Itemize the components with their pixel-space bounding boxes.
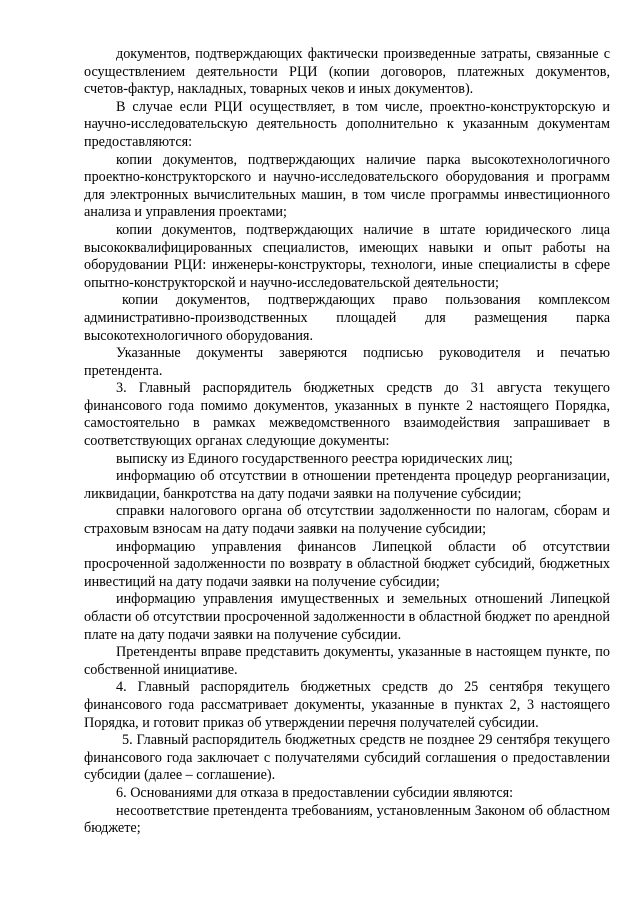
paragraph: выписку из Единого государственного реестра юридических лиц; (116, 450, 513, 467)
paragraph: копии документов, подтверждающих наличие парка высокотехнологичного проектно-конструкторского и научно-исследовательского оборудования и программ для электронных вычислительных машин, в том числе программы инвестиционного анализа и управления проектами; (84, 151, 610, 221)
paragraph: несоответствие претендента требованиям, установленным Законом об областном бюджете; (84, 802, 610, 837)
paragraph: 6. Основаниями для отказа в предоставлении субсидии являются: (116, 784, 514, 801)
paragraph: документов, подтверждающих фактически произведенные затраты, связанные с осуществлением деятельности РЦИ (копии договоров, платежных документов, счетов-фактур, накладных, товарных чеков и иных документов). (84, 46, 610, 98)
paragraph: информацию управления имущественных и земельных отношений Липецкой области об отсутствии просроченной задолженности в областной бюджет по арендной плате на дату подачи заявки на получение субсидии. (84, 591, 610, 643)
document-page (84, 46, 610, 838)
paragraph: В случае если РЦИ осуществляет, в том числе, проектно-конструкторскую и научно-исследовательскую деятельность дополнительно к указанным документам предоставляются: (84, 98, 610, 150)
paragraph: информацию об отсутствии в отношении претендента процедур реорганизации, ликвидации, банкротства на дату подачи заявки на получение субсидии; (84, 468, 610, 502)
paragraph: 4. Главный распорядитель бюджетных средств до 25 сентября текущего финансового года рассматривает документы, указанные в пунктах 2, 3 настоящего Порядка, и готовит приказ об утверждении перечня получателей субсидии. (84, 679, 610, 731)
paragraph: копии документов, подтверждающих право пользования комплексом административно-производственных площадей для размещения парка высокотехнологичного оборудования. (84, 292, 610, 344)
paragraph: копии документов, подтверждающих наличие в штате юридического лица высококвалифицированных специалистов, имеющих навыки и опыт работы на оборудовании РЦИ: инженеры-конструкторы, технологи, иные специалисты в сфере опытно-конструкторской и научно-исследовательской деятельности; (84, 221, 610, 291)
paragraph: Указанные документы заверяются подписью руководителя и печатью претендента. (84, 345, 610, 379)
paragraph: 3. Главный распорядитель бюджетных средств до 31 августа текущего финансового года помимо документов, указанных в пункте 2 настоящего Порядка, самостоятельно в рамках межведомственного взаимодействия запрашивает в соответствующих органах следующие документы: (84, 380, 610, 450)
paragraph: справки налогового органа об отсутствии задолженности по налогам, сборам и страховым взносам на дату подачи заявки на получение субсидии; (84, 503, 610, 538)
paragraph: Претенденты вправе представить документы, указанные в настоящем пункте, по собственной инициативе. (84, 644, 610, 678)
paragraph: 5. Главный распорядитель бюджетных средств не позднее 29 сентября текущего финансового года заключает с получателями субсидий соглашения о предоставлении субсидии (далее – соглашение). (84, 732, 610, 784)
paragraph: информацию управления финансов Липецкой области об отсутствии просроченной задолженности по возврату в областной бюджет субсидий, бюджетных инвестиций на дату подачи заявки на получение субсидии; (84, 538, 610, 590)
